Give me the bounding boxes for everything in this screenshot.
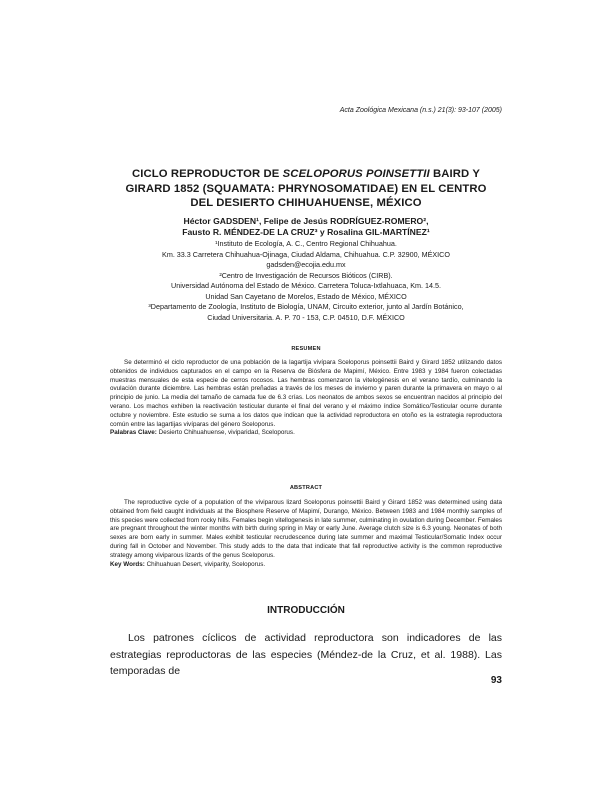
abstract-keywords-label: Key Words: — [110, 560, 145, 568]
abstract-text: The reproductive cycle of a population of the viviparous lizard Sceloporus poinsettii Baird y Girard 1852 was determined using data obtained from field caught individuals at the Biosphere Reserve of Mapimí, Durango, México. Between 1983 and 1984 monthly samples of this species were collected from rocky hills. Females begin vitellogenesis in late summer, culminating in ovulation during December. Females are pregnant throughout the winter months with birth during spring in May or early June. Average clutch size is 6.3 young. Neonates of both sexes are born early in summer. Males exhibit testicular recrudescence during late summer and maximal Testicular/Somatic Index occur during fall in October and November. This study adds to the data that indicate that fall reproductive activity is the common reproductive strategy among viviparous lizards of the genus Sceloporus. — [110, 499, 502, 559]
article-title — [110, 167, 502, 211]
resumen-text: Se determinó el ciclo reproductor de una población de la lagartija vivípara Sceloporus poinsettii Baird y Girard 1852 utilizando datos obtenidos de individuos capturados en el campo en la Reserva de Biósfera de Mapimí, México. Entre 1983 y 1984 fueron colectadas muestras mensuales de esta especie de cerros rocosos. Las hembras comenzaron la vitelogénesis en el verano tardío, culminando la ovulación durante diciembre. Las hembras están preñadas a través de los meses de invierno y paren durante la primavera en mayo o al principio de junio. La media del tamaño de camada fue de 6.3 crías. Los neonatos de ambos sexos se encuentran nacidos al principio del verano. Los machos exhiben la reactivación testicular durante el final del verano y el máximo índice Somático/Testicular ocurre durante octubre y noviembre. Este estudio se suma a los datos que indican que la actividad reproductora en otoño es la estrategia reproductora común entre las lagartijas vivíparas del género Sceloporus. — [110, 359, 502, 428]
title-line-1-pre: CICLO REPRODUCTOR DE — [132, 168, 283, 180]
title-line-3: DEL DESIERTO CHIHUAHUENSE, MÉXICO — [190, 197, 422, 209]
resumen-heading: RESUMEN — [291, 346, 321, 352]
affiliation-line: Km. 33.3 Carretera Chihuahua-Ojinaga, Ciudad Aldama, Chihuahua. C.P. 32900, MÉXICO — [162, 249, 450, 259]
authors-line-1: Héctor GADSDEN¹, Felipe de Jesús RODRÍGUEZ-ROMERO², — [183, 216, 429, 226]
resumen-keywords-label: Palabras Clave: — [110, 429, 157, 437]
affiliation-line: Ciudad Universitaria. A. P. 70 - 153, C.P. 04510, D.F. MÉXICO — [207, 312, 405, 322]
title-line-2: GIRARD 1852 (SQUAMATA: PHRYNOSOMATIDAE) EN EL CENTRO — [125, 182, 487, 195]
abstract-keywords — [110, 561, 502, 570]
title-species-name: SCELOPORUS POINSETTII — [282, 168, 430, 180]
abstract-keywords-values: Chihuahuan Desert, viviparity, Sceloporus. — [144, 560, 266, 568]
affiliation-line: ²Centro de Investigación de Recursos Bióticos (CIRB). — [219, 270, 393, 280]
introduccion-text-block — [110, 630, 502, 680]
abstract-block — [110, 499, 502, 569]
resumen-block — [110, 359, 502, 438]
affiliation-line: Universidad Autónoma del Estado de México. Carretera Toluca-Ixtlahuaca, Km. 14.5. — [171, 281, 441, 290]
introduccion-paragraph: Los patrones cíclicos de actividad reproductora son indicadores de las estrategias reproductoras de las especies (Méndez-de la Cruz, et al. 1988). Las temporadas de — [110, 632, 502, 677]
affiliation-line: Unidad San Cayetano de Morelos, Estado de México, MÉXICO — [205, 291, 407, 301]
affiliation-email: gadsden@ecojia.edu.mx — [266, 260, 346, 269]
authors — [110, 216, 502, 238]
abstract-heading: ABSTRACT — [289, 485, 323, 491]
running-head: Acta Zoológica Mexicana (n.s.) 21(3): 93-107 (2005) — [339, 107, 502, 114]
affiliation-line: ¹Instituto de Ecología, A. C., Centro Regional Chihuahua. — [215, 239, 397, 248]
title-line-1-post: BAIRD Y — [429, 168, 480, 180]
authors-line-2: Fausto R. MÉNDEZ-DE LA CRUZ³ y Rosalina GIL-MARTÍNEZ¹ — [182, 227, 430, 237]
resumen-keywords-values: Desierto Chihuahuense, viviparidad, Sceloporus. — [156, 429, 295, 437]
affiliation-line: ³Departamento de Zoología, Instituto de Biología, UNAM, Circuito exterior, junto al Jardín Botánico, — [148, 302, 464, 311]
introduccion-heading: INTRODUCCIÓN — [267, 605, 345, 616]
affiliations — [110, 239, 502, 323]
title-line-1 — [110, 167, 502, 182]
page-number: 93 — [490, 675, 502, 686]
resumen-keywords — [110, 429, 502, 438]
